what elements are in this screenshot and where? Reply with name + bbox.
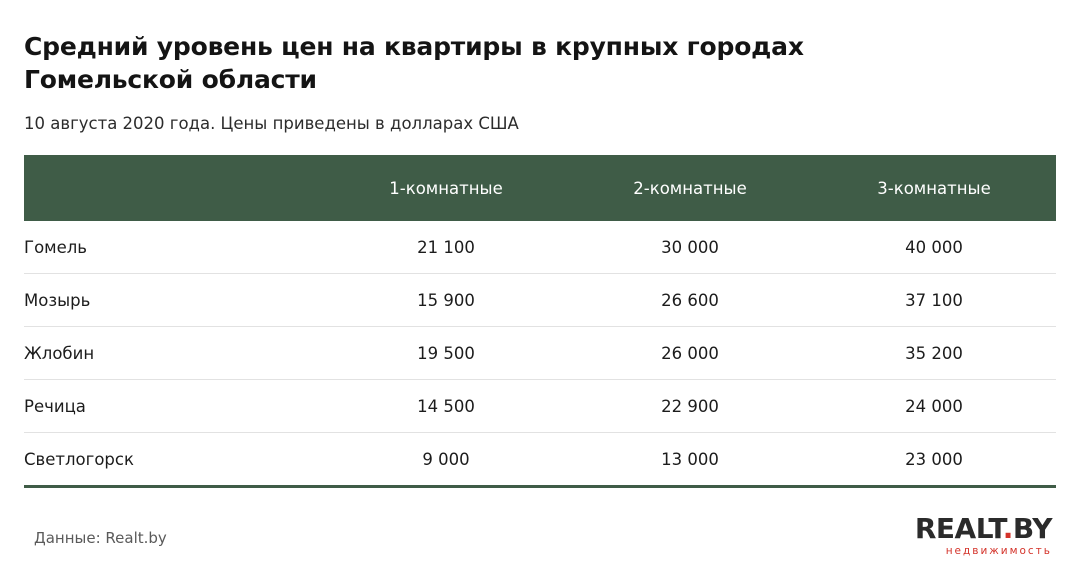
table-header-row: [24, 155, 1056, 221]
cell-three-room: 35 200: [812, 327, 1056, 380]
column-header-one-room: 1-комнатные: [324, 155, 568, 221]
cell-city: Светлогорск: [24, 433, 324, 487]
realt-by-logo: [914, 512, 1052, 557]
data-source: Данные: Realt.by: [34, 529, 167, 547]
cell-two-room: 26 000: [568, 327, 812, 380]
page-subtitle: 10 августа 2020 года. Цены приведены в долларах США: [24, 114, 519, 133]
cell-city: Жлобин: [24, 327, 324, 380]
table-row: [24, 380, 1056, 433]
cell-one-room: 14 500: [324, 380, 568, 433]
cell-one-room: 21 100: [324, 221, 568, 274]
logo-by-text: BY: [1012, 512, 1052, 545]
column-header-two-room: 2-комнатные: [568, 155, 812, 221]
column-header-city: [24, 155, 324, 221]
table-row: [24, 433, 1056, 487]
cell-two-room: 30 000: [568, 221, 812, 274]
table-row: [24, 327, 1056, 380]
table-body: [24, 221, 1056, 487]
cell-one-room: 19 500: [324, 327, 568, 380]
column-header-three-room: 3-комнатные: [812, 155, 1056, 221]
table-row: [24, 274, 1056, 327]
cell-one-room: 9 000: [324, 433, 568, 487]
page-title: Средний уровень цен на квартиры в крупных городах Гомельской области: [24, 32, 804, 94]
cell-one-room: 15 900: [324, 274, 568, 327]
cell-city: Мозырь: [24, 274, 324, 327]
table-header: [24, 155, 1056, 221]
footer: [24, 512, 1056, 567]
cell-city: Речица: [24, 380, 324, 433]
price-table: [24, 155, 1056, 488]
logo-dot: .: [1002, 512, 1013, 545]
table-row: [24, 221, 1056, 274]
cell-three-room: 24 000: [812, 380, 1056, 433]
cell-three-room: 23 000: [812, 433, 1056, 487]
logo-tagline: недвижимость: [945, 545, 1052, 557]
cell-city: Гомель: [24, 221, 324, 274]
cell-two-room: 26 600: [568, 274, 812, 327]
cell-three-room: 40 000: [812, 221, 1056, 274]
cell-two-room: 22 900: [568, 380, 812, 433]
logo-main-text: REALT: [914, 512, 1003, 545]
logo-wordmark: [914, 512, 1052, 545]
cell-two-room: 13 000: [568, 433, 812, 487]
cell-three-room: 37 100: [812, 274, 1056, 327]
